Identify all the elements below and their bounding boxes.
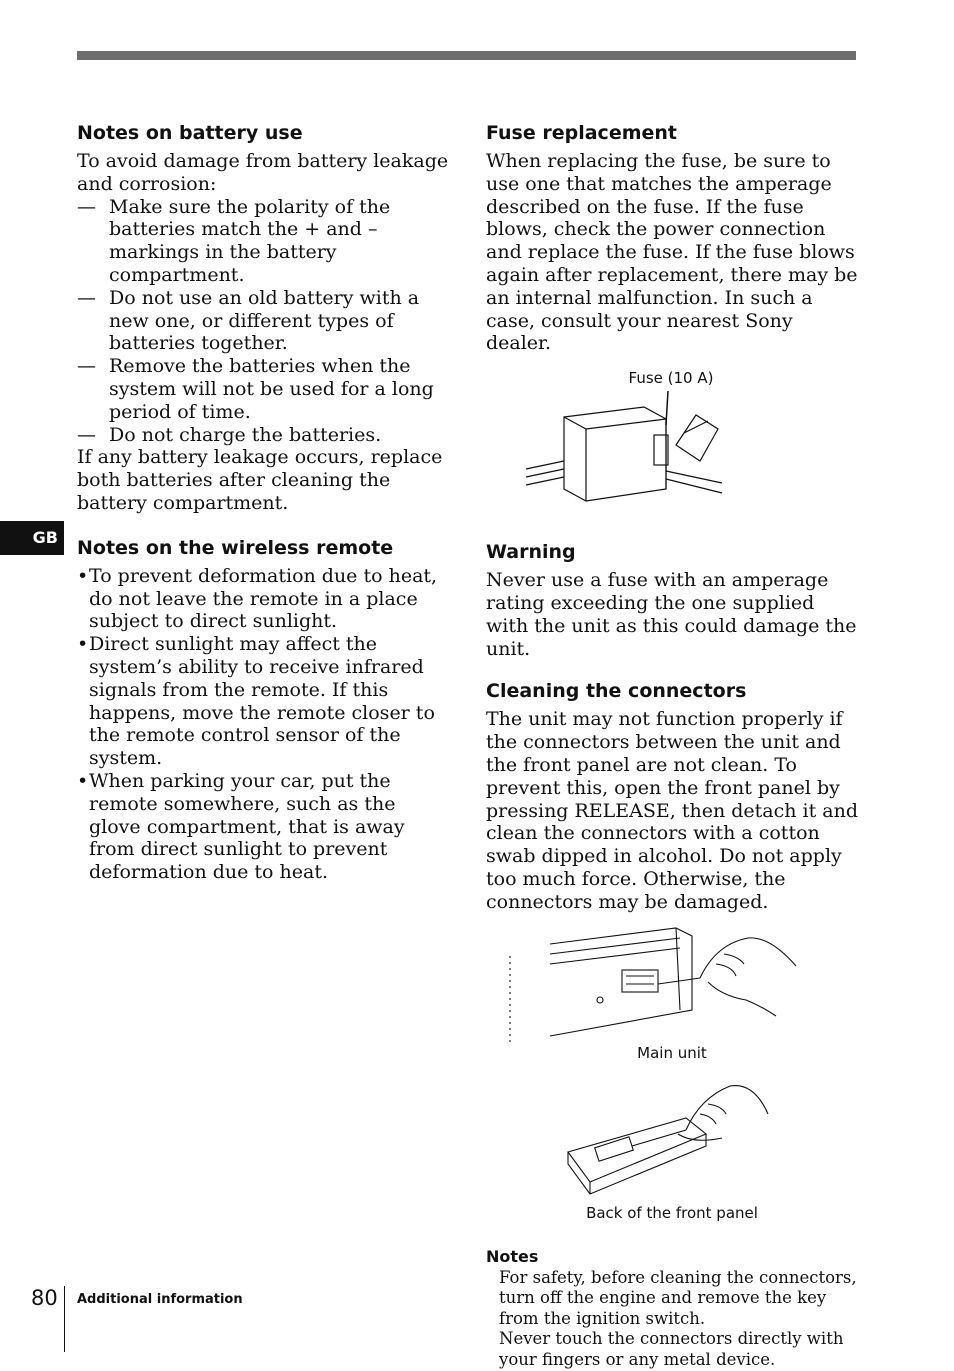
main-unit-caption: Main unit <box>637 1043 707 1062</box>
dash-marker: — <box>77 286 96 309</box>
header-rule <box>77 51 856 60</box>
list-item: — Do not use an old battery with a new one, or different types of batteries together. <box>77 286 420 355</box>
battery-section <box>77 120 449 515</box>
warning-body: Never use a fuse with an amperage rating exceeding the one supplied with the unit as this could damage the unit. <box>486 569 857 660</box>
note-item: Never touch the connectors directly with your fingers or any metal device. <box>499 1329 844 1369</box>
battery-intro: To avoid damage from battery leakage and corrosion: <box>77 150 449 195</box>
fuse-heading: Fuse replacement <box>486 122 678 144</box>
footer-section-title: Additional information <box>77 1292 243 1307</box>
cleaning-section <box>486 678 858 913</box>
list-item: — Make sure the polarity of the batteries match the + and – markings in the battery compartment. <box>77 195 391 286</box>
fuse-label: Fuse (10 A) <box>628 369 714 388</box>
page-number: 80 <box>31 1286 58 1310</box>
cleaning-body: The unit may not function properly if the connectors between the unit and the front panel are not clean. To prevent this, open the front panel by pressing RELEASE, then detach it and clean the connectors with a cotton swab dipped in alcohol. Do not apply too much force. Otherwise, the connectors may be damaged. <box>486 708 859 913</box>
battery-heading: Notes on battery use <box>77 122 303 144</box>
list-item: — Do not charge the batteries. <box>77 423 382 446</box>
footer-rule <box>64 1286 65 1352</box>
fuse-figure <box>486 369 858 529</box>
battery-outro: If any battery leakage occurs, replace both batteries after cleaning the battery compartment. <box>77 446 443 514</box>
battery-list <box>77 196 449 447</box>
front-panel-illustration <box>486 1082 858 1210</box>
bullet-marker: • <box>77 633 89 656</box>
front-panel-figure <box>486 1082 858 1240</box>
cleaning-heading: Cleaning the connectors <box>486 680 747 703</box>
main-unit-illustration <box>486 926 858 1048</box>
language-tab: GB <box>0 521 64 555</box>
right-column <box>486 120 858 1371</box>
fuse-illustration <box>486 385 858 525</box>
remote-list <box>77 565 449 884</box>
dash-marker: — <box>77 355 96 378</box>
warning-heading: Warning <box>486 541 576 564</box>
left-column <box>77 120 449 902</box>
front-panel-caption: Back of the front panel <box>586 1203 758 1222</box>
dash-marker: — <box>77 195 96 218</box>
list-item: • When parking your car, put the remote somewhere, such as the glove compartment, that is away from direct sunlight to prevent deformation due to heat. <box>77 769 405 884</box>
list-item: • Direct sunlight may affect the system’s ability to receive infrared signals from the remote. If this happens, move the remote closer to the remote control sensor of the system. <box>77 633 435 770</box>
list-item: — Remove the batteries when the system will not be used for a long period of time. <box>77 355 434 423</box>
fuse-body: When replacing the fuse, be sure to use one that matches the amperage described on the fuse. If the fuse blows, check the power connection and replace the fuse. If the fuse blows again after replacement, there may be an internal malfunction. In such a case, consult your nearest Sony dealer. <box>486 150 858 355</box>
notes-heading: Notes <box>486 1246 539 1266</box>
remote-heading: Notes on the wireless remote <box>77 536 394 559</box>
note-item: For safety, before cleaning the connectors, turn off the engine and remove the key from the ignition switch. <box>499 1267 857 1328</box>
fuse-section <box>486 120 858 355</box>
warning-section <box>486 539 858 660</box>
list-item: • To prevent deformation due to heat, do not leave the remote in a place subject to direct sunlight. <box>77 564 438 633</box>
bullet-marker: • <box>77 769 89 792</box>
main-unit-figure <box>486 926 858 1072</box>
remote-section <box>77 535 449 884</box>
dash-marker: — <box>77 423 96 446</box>
bullet-marker: • <box>77 564 89 587</box>
